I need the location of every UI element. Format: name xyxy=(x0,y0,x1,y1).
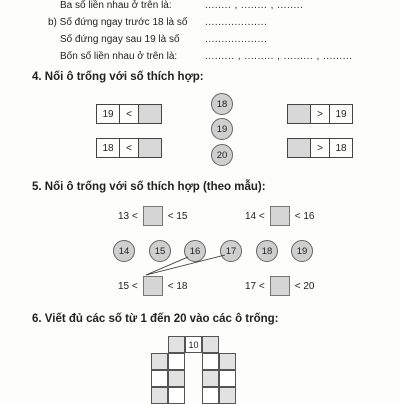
sign-cell: < xyxy=(120,105,139,123)
before-18-blank[interactable]: ................... xyxy=(205,17,268,28)
grid-cell[interactable] xyxy=(219,353,236,370)
exercise-5-title: 5. Nối ô trống với số thích hợp (theo mẫu): xyxy=(32,181,266,193)
ex5-circle-19[interactable]: 19 xyxy=(291,240,313,262)
ex5-ineq-bottom-right xyxy=(245,276,315,296)
line-three-consecutive-label: Ba số liền nhau ở trên là: xyxy=(60,0,172,11)
grid-cell[interactable] xyxy=(168,387,185,404)
ineq-left: 13 < xyxy=(118,210,138,222)
ineq-right: < 15 xyxy=(167,210,188,222)
grid-cell-given xyxy=(185,336,202,353)
grid-cell[interactable] xyxy=(151,370,168,387)
grid-cell[interactable] xyxy=(202,387,219,404)
answer-box[interactable] xyxy=(270,276,290,296)
before-18-label: b) Số đứng ngay trước 18 là số xyxy=(48,17,188,28)
answer-box[interactable] xyxy=(143,276,163,296)
number-cell: 19 xyxy=(335,108,347,120)
ex4-circle-19[interactable]: 19 xyxy=(211,118,233,140)
grid-cell[interactable] xyxy=(219,387,236,404)
sign-cell: > xyxy=(311,105,330,123)
ineq-left: 15 < xyxy=(118,280,138,292)
sign-cell: > xyxy=(311,139,330,157)
four-consecutive-blank[interactable]: ......... , ......... , ......... , ......... xyxy=(205,51,353,62)
ex5-circle-14[interactable]: 14 xyxy=(113,240,135,262)
sign-cell: < xyxy=(120,139,139,157)
ineq-left: 17 < xyxy=(245,280,265,292)
grid-cell[interactable] xyxy=(168,370,185,387)
ex4-circle-20[interactable]: 20 xyxy=(211,144,233,166)
grid-cell[interactable] xyxy=(151,353,168,370)
number-cell: 18 xyxy=(335,142,347,154)
ex4-circle-18[interactable]: 18 xyxy=(211,93,233,115)
ineq-right: < 20 xyxy=(294,280,315,292)
ex5-circle-16[interactable]: 16 xyxy=(184,240,206,262)
number-cell: 19 xyxy=(97,105,120,123)
ex5-circle-18[interactable]: 18 xyxy=(256,240,278,262)
number-cell: 18 xyxy=(97,139,120,157)
grid-cell[interactable] xyxy=(219,370,236,387)
ineq-right: < 18 xyxy=(167,280,188,292)
ex5-ineq-bottom-left xyxy=(118,276,188,296)
grid-cell[interactable] xyxy=(202,353,219,370)
grid-cell[interactable] xyxy=(202,370,219,387)
grid-cell[interactable] xyxy=(168,336,185,353)
grid-cell[interactable] xyxy=(202,336,219,353)
given-number: 10 xyxy=(188,339,199,350)
ineq-left: 14 < xyxy=(245,210,265,222)
exercise-6-title: 6. Viết đủ các số từ 1 đến 20 vào các ô trống: xyxy=(32,313,279,325)
ex5-circle-15[interactable]: 15 xyxy=(149,240,171,262)
grid-cell[interactable] xyxy=(151,387,168,404)
ineq-right: < 16 xyxy=(294,210,315,222)
ex5-circle-17[interactable]: 17 xyxy=(220,240,242,262)
after-19-blank[interactable]: ................... xyxy=(205,34,268,45)
after-19-label: Số đứng ngay sau 19 là số xyxy=(60,34,180,45)
grid-cell[interactable] xyxy=(168,353,185,370)
exercise-4-title: 4. Nối ô trống với số thích hợp: xyxy=(32,71,204,83)
four-consecutive-label: Bốn số liền nhau ở trên là: xyxy=(60,51,178,62)
line-three-consecutive-blank[interactable]: ........ , ........ , ........ xyxy=(205,0,304,11)
